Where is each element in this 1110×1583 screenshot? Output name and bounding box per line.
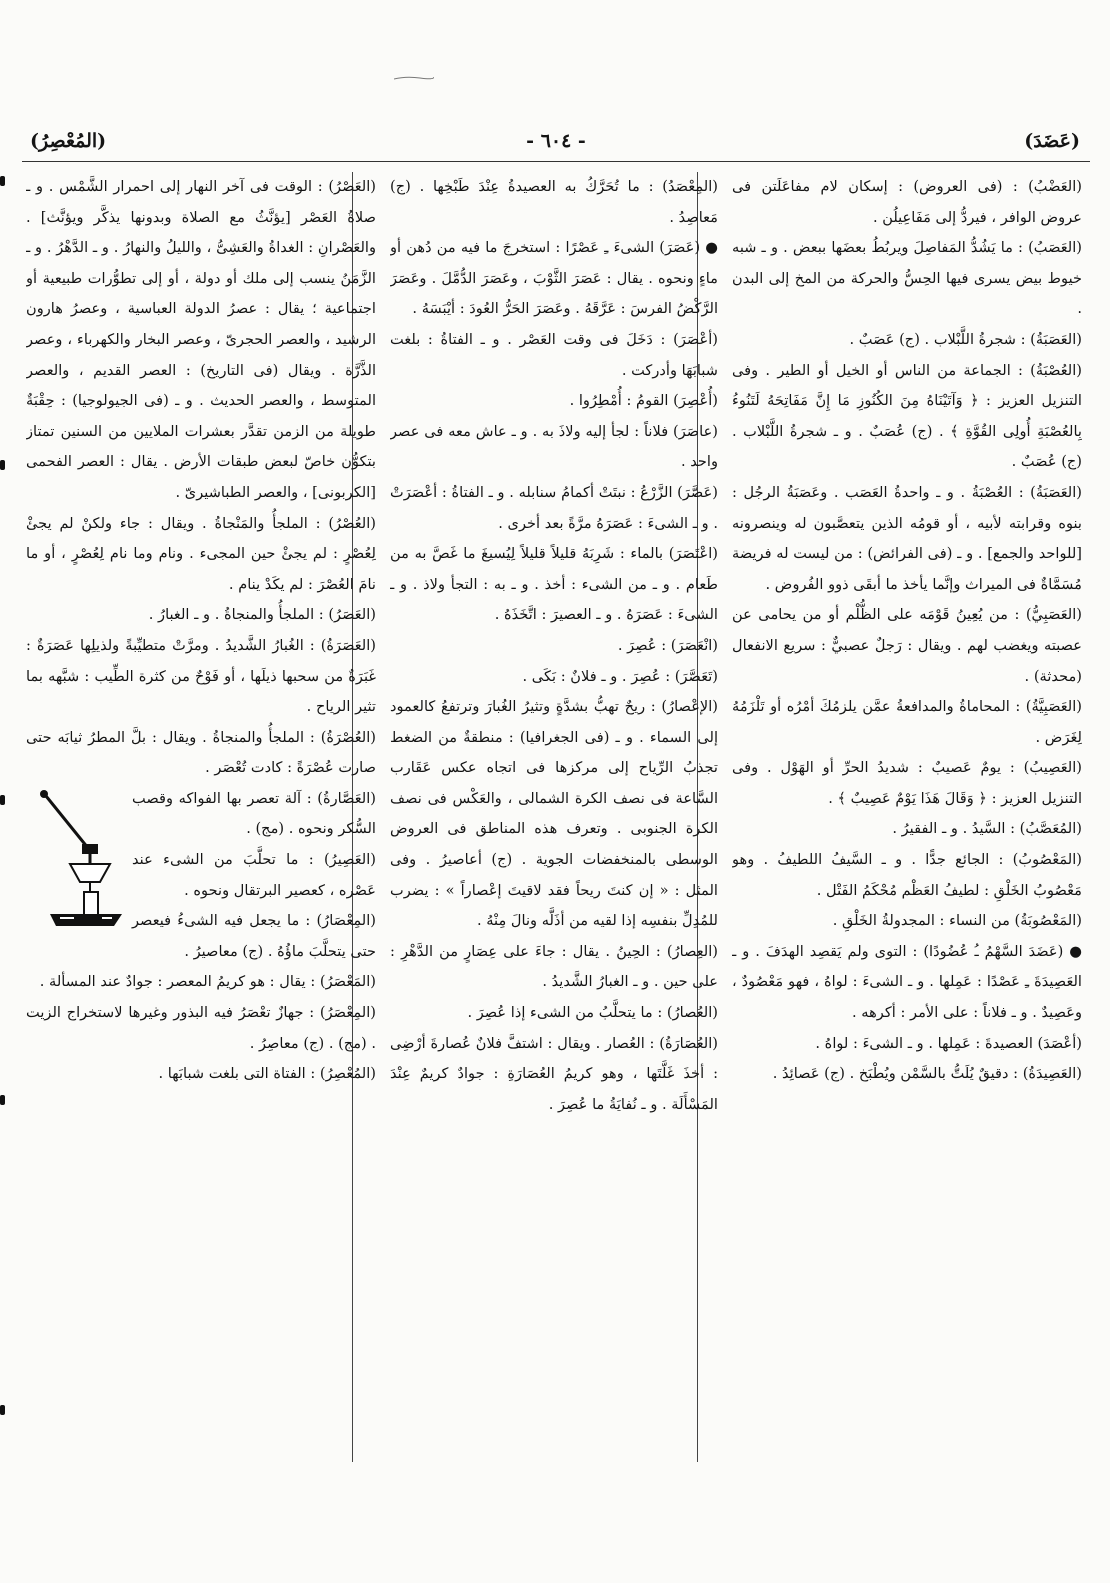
entry: ● (عَضَدَ السَّهْمُ ـُ عُضُودًا) : التوى ولم يَقصِد الهدَفَ . و ـ العَصِيدَةَ ـِ عَصْدًا : عَمِلها . و ـ الشىءَ : لواهُ ، فهو مَعْصُودٌ ، وعَصِيدٌ . و ـ فلاناً : على الأمر : أكرهه . [732,942,1082,1022]
entry: (أعْصَرَ) : دَخَلَ فى وقت العَصْر . و ـ الفتاةُ : بلغت شبابَهَا وأدركت . [390,330,718,379]
entry: (العَصَبِيَّةُ) : المحاماةُ والمدافعةُ عمَّن يلزمُكَ أمْرُه أو تَلْزَمُهُ لِغَرَض . [732,698,1082,746]
entry: (المَعْصُوبَةُ) من النساء : المجدولةُ الخَلْقِ . [832,912,1082,930]
entry: (العَصْرُ) : الوقت فى آخر النهار إلى احمرار الشَّمْس . و ـ صلاةُ العَصْر [يؤنَّثُ مع الصلاة وبدونها يذكَّر ويؤنَّث] . والعَصْرانِ : الغداةُ والعَشِىُّ ، والليلُ والنهارُ . و ـ الدَّهْرُ . و ـ الزَّمَنُ ينسب إلى ملك أو دولة ، أو إلى تطوُّرات طبيعية أو اجتماعية ؛ يقال : عصرُ الدولة العباسية ، وعصرُ هارون الرشيد ، والعصر الحجرىّ ، وعصر البخار والكهرباء ، وعصر الذَّرَّة . ويقال (فى التاريخ) : العصر القديم ، والعصر المتوسط ، والعصر الحديث . و ـ (فى الجيولوجيا) : حِقْبَةٌ طويلة من الزمن تقدَّر بعشرات الملايين من السنين تمتاز بتكوُّن خاصّ لبعض طبقات الأرض . يقال : العصر الفحمى [الكربونى] ، والعصر الطباشيرىّ . [26,178,376,501]
page-header [22,124,1090,164]
header-rule [22,161,1090,162]
page-number: - ٦٠٤ - [526,130,586,152]
entry: (العَصِيبُ) : يومٌ عَصيبٌ : شديدُ الحرِّ أو الهَوْل . وفى التنزيل العزيز : ﴿ وَقَالَ هَذَا يَوْمٌ عَصِيبٌ ﴾ . [732,759,1082,807]
entry: (المِعْصَدُ) : ما تُحَرَّكُ به العصيدةُ عِنْدَ طَبْخِها . (ج) مَعاصِدُ . [390,178,718,226]
entry: (العَصَرُ) : الملجأُ والمنجاةُ . و ـ الغبارُ . [148,606,376,624]
entry: (المِعْصَارُ) : ما يجعل فيه الشىءُ فيعصر حتى يتحلَّبَ ماؤُهُ . (ج) معاصيرُ . [132,912,376,960]
entry: (أعْصَدَ) العصيدةَ : عَمِلها . و ـ الشىءَ : لواهُ . [815,1034,1082,1052]
entry: (المَعْصُوبُ) : الجائع جدًّا . و ـ السَّيفُ اللطيفُ . وهو مَعْصُوبُ الخَلْقِ : لطيفُ العَظْم مُحْكَمُ الفَتْل . [732,851,1082,899]
entry: (الإعْصارُ) : ريحٌ تهبُّ بشدَّةٍ وتثيرُ الغُبارَ وترتفعُ كالعمود إلى السماء . و ـ (فى الجغرافيا) : منطقةٌ من الضغط تجذبُ الرِّياح إلى مركزها فى اتجاه عكس عَقَارب السَّاعة فى نصف الكرة الشمالى ، والعَكْس فى نصف الكرة الجنوبى . وتعرف هذه المناطق فى العروض الوسطى بالمنخفضات الجوية . (ج) أعاصيرُ . وفى المثل : « إن كنتَ ريحاً فقد لاقيتَ إعْصاراً » : يضرب للمُدِلِّ بنفسِه إذا لقيه من أذَلَّه ونالَ مِنْهُ . [390,698,718,930]
entry: (العُصارُ) : ما يتحلَّبُ من الشىء إذا عُصِرَ . [467,1004,718,1022]
entry: (أُعْصِرَ) القومُ : أُمْطِرُوا . [569,392,718,410]
entry: (العُصْرُ) : الملجأُ والمَنْجاةُ . ويقال : جاء ولكنْ لم يجئْ لِعُصْرٍ : لم يجئْ حين المجىء . ونام وما نام لِعُصْرٍ ، أو ما نامَ العُصْرَ : لم يكَدْ ينام . [26,514,376,593]
entry: (المَعْصَرُ) : يقال : هو كريمُ المعصر : جوادٌ عند المسألة . [39,973,376,991]
entry: (انْعَصَرَ) : عُصِرَ . [617,636,718,654]
entry: (المِعْصَرُ) : جهازٌ تعْصَرُ فيه البذور وغيرها لاستخراج الزيت . (مج) . (ج) معاصِرُ . [26,1004,376,1052]
entry: (العَصَبِيُّ) : من يُعِينُ قَوْمَه على الظُّلْم أو من يحامى عن عصبته ويغضب لهم . ويقال : رَجلٌ عصبيٌّ : سريع الانفعال (محدثة) . [732,606,1082,685]
entry: ● (عَصَرَ) الشىءَ ـِ عَصْرًا : استخرجَ ما فيه من دُهن أو ماءٍ ونحوه . يقال : عَصَرَ الثَّوْبَ ، وعَصَرَ الدُّمَّلَ . وعَصَرَ الرَّكْضُ الفرسَ : عَرَّقَهُ . وعَصَرَ الحَرُّ العُودَ : أيْبَسَهُ . [390,239,718,318]
entry: (المُعَصَّبُ) : السَّيدُ . و ـ الفقيرُ . [892,820,1082,838]
columns [22,172,1090,1472]
entry: (العُصْرَةُ) : الملجأُ والمنجاةُ . ويقال : بلَّ المطرُ ثيابَه حتى صارت عُصْرَةً : كادت تُعْصَر . [26,728,376,777]
entry: (العَضْبُ) : (فى العروض) : إسكان لام مفاعَلَتن فى عروض الوافر ، فيردُّ إلى مَفَاعِيلُن . [732,178,1082,226]
entry: (العَصَرَةُ) : الغُبارُ الشَّديدُ . ومرَّتْ متطيِّبةً ولذيلِها عَصَرَةٌ : غَبَرَةٌ من سحبها ذيلَها ، أو فَوْحٌ من كثرة الطِّيب : شبَّهه بما تثير الرياح . [26,636,376,716]
column-right [732,172,1082,1472]
entry: (عَصَّرَ) الزَّرْعُ : نبتَتْ أكمامُ سنابله . و ـ الفتاةُ : أعْصَرَتْ . و ـ الشىءَ : عَصَرَهُ مرَّةً بعد أخرى . [390,483,718,532]
print-speck [394,76,434,80]
entry: (العَصَّارةُ) : آلة تعصر بها الفواكه وقصب السُّكر ونحوه . (مج) . [132,789,376,838]
entry: (العِصارُ) : الحِينُ . يقال : جاءَ على عِصَارٍ من الدَّهْرِ : على حين . و ـ الغبارُ الشَّديدُ . [390,942,718,991]
entry: (العَصِيرُ) : ما تحلَّبَ من الشىء عند عَصْره ، كعصير البرتقال ونحوه . [132,851,376,899]
column-left [26,172,376,1472]
entry: (اعْتَصَرَ) بالماء : شَرِبَهُ قليلاً قليلاً لِيُسيغَ ما غَصَّ به من طَعام . و ـ من الشىء : أخذ . و ـ به : التجأ ولاذ . و ـ الشىءَ : عَصَرَهُ . و ـ العصيرَ : اتَّخَذَهُ . [390,545,718,624]
entry: (العُصْبَةُ) : الجماعة من الناس أو الخيل أو الطير . وفى التنزيل العزيز : ﴿ وَآتَيْنَاهُ مِنَ الكُنُوزِ مَا إِنَّ مَفَاتِحَهُ لَتَنُوءُ بِالعُصْبَةِ أُولِى القُوَّةِ ﴾ . (ج) عُصَبٌ . و ـ شجرةُ اللَّبْلاب . (ج) عُصَبٌ . [732,361,1082,471]
entry: (العَصَبَةُ) : شجرةُ اللَّبْلاب . (ج) عَصَبٌ . [849,330,1082,348]
entry: (المُعْصِرُ) : الفتاة التى بلغت شبابَها . [158,1065,376,1083]
entry: (العَصِيدَةُ) : دقيقٌ يُلَتُّ بالسَّمْن ويُطْبَخ . (ج) عَصائِدُ . [772,1065,1082,1083]
juice-press-illustration [26,786,126,936]
entry: (العَصَبَةُ) : العُصْبَةُ . و ـ واحدةُ العَصَب . وعَصَبَةُ الرجُل : بنوه وقرابته لأبيه ، أو قومُه الذين يتعصَّبون له وينصرونه [للواحد والجمع] . و ـ (فى الفرائض) : من ليست له فريضة مُسَمَّاةٌ فى الميراث وإنَّما يأخذ ما أبقَى ذوو الفُروض . [732,483,1082,593]
entry: (عاصَرَ) فلاناً : لجأ إليه ولاذَ به . و ـ عاش معه فى عصر واحد . [390,422,718,471]
entry: (تَعَصَّرَ) : عُصِرَ . و ـ فلانٌ : بَكَى . [522,667,718,685]
column-middle [390,172,718,1472]
header-left-keyword: (المُعْصِرُ) [30,130,107,152]
entry: (العُصَارَةُ) : العُصار . ويقال : اشتفَّ فلانٌ عُصارةَ أرْضِى : أخذَ غَلَّتَها ، وهو كريمُ العُصَارَةِ : جوادٌ كريمٌ عِنْدَ المَسْأَلَة . و ـ نُفايَةُ ما عُصِرَ . [390,1034,718,1113]
entry: (العَصَبُ) : ما يَشُدُّ المَفاصِلَ ويربُطُ بعضَها ببعض . و ـ شبه خيوط بيض يسرى فيها الحِسُّ والحركة من المخ إلى البدن . [732,239,1082,318]
header-right-keyword: (عَضَدَ) [1024,130,1080,152]
